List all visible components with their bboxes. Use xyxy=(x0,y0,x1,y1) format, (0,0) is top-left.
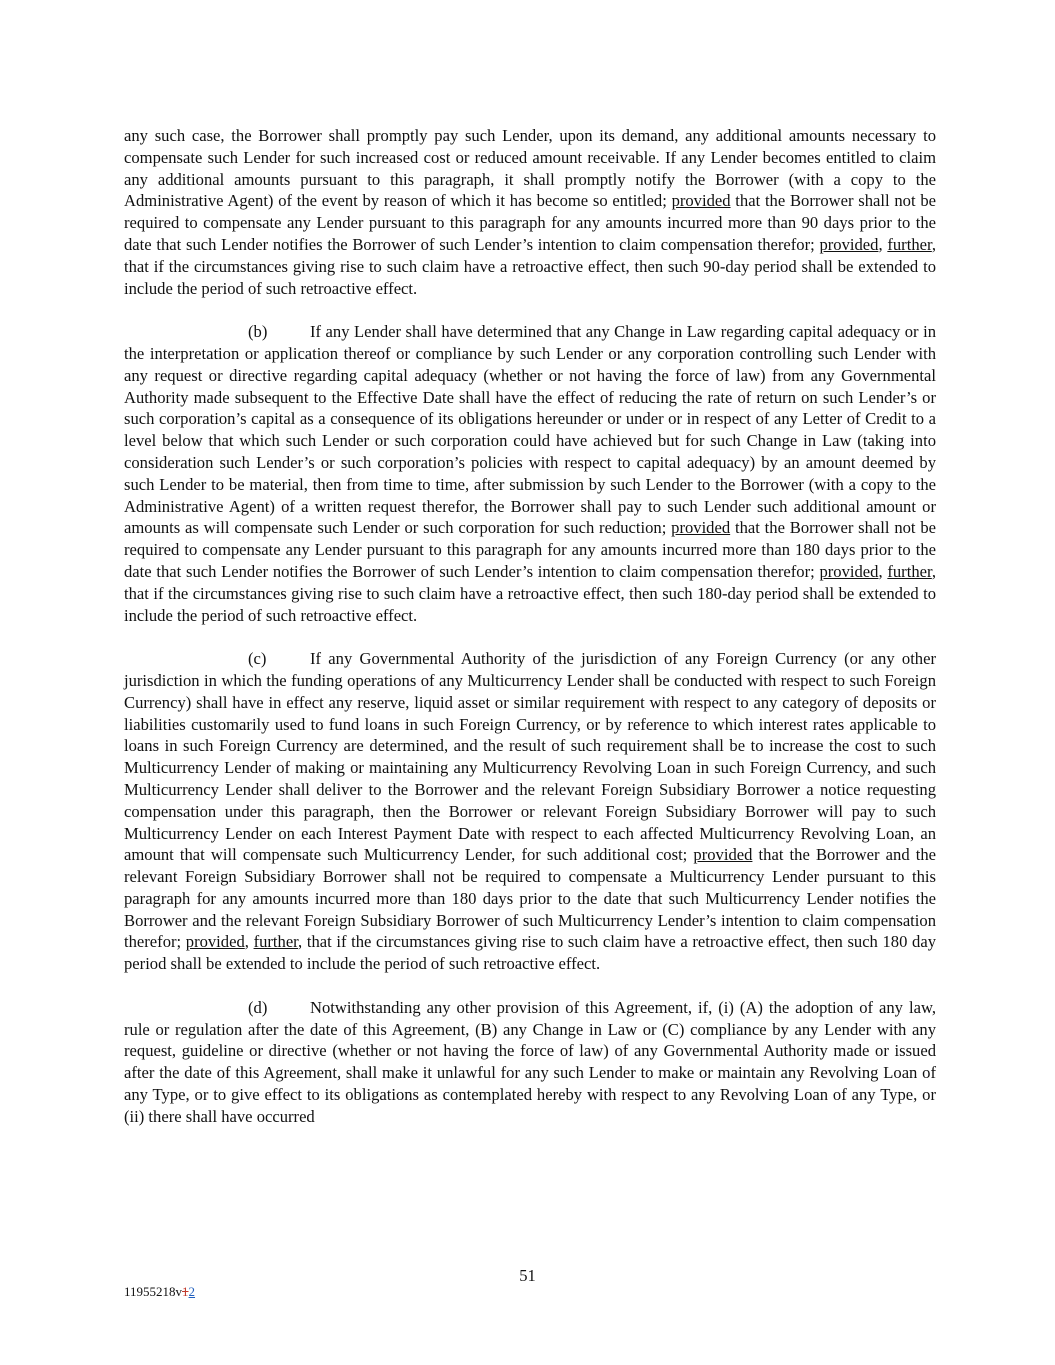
paragraph-label: (d) xyxy=(248,997,268,1017)
paragraph-text: that the Borrower shall not be required to compensate any Lender pursuant to this paragraph for any amounts incurred more than 180 days prior to the date that such Lender notifies the Borrower of such Lender’s intention to claim compensation therefor; xyxy=(124,518,936,581)
paragraph-text: , that if the circumstances giving rise to such claim have a retroactive effect, then such 180-day period shall be extended to include the period of such retroactive effect. xyxy=(124,561,936,625)
underlined-term: provided xyxy=(819,561,879,581)
paragraph-text: that the Borrower shall not be required to compensate any Lender pursuant to this paragraph for any amounts incurred more than 90 days prior to the date that such Lender notifies the Borrower of such Lender’s intention to claim compensation therefor; xyxy=(124,191,936,254)
paragraph-text: , xyxy=(244,932,254,952)
paragraph xyxy=(124,997,936,1128)
underlined-term: provided xyxy=(819,234,879,254)
paragraph xyxy=(124,648,936,975)
paragraph-text: If any Lender shall have determined that any Change in Law regarding capital adequacy or in the interpretation or application thereof or compliance by such Lender or any corporation controlling such Lender with any request or directive regarding capital adequacy (whether or not having the force of law) from any Governmental Authority made subsequent to the Effective Date shall have the effect of reducing the rate of return on such Lender’s or such corporation’s capital as a consequence of its obligations hereunder or under or in respect of any Letter of Credit to a level below that which such Lender or such corporation could have achieved but for such Change in Law (taking into consideration such Lender’s or such corporation’s policies with respect to capital adequacy) by an amount deemed by such Lender to be material, then from time to time, after submission by such Lender to the Borrower (with a copy to the Administrative Agent) of a written request therefor, the Borrower shall pay to such Lender such additional amount or amounts as will compensate such Lender or such corporation for such reduction; xyxy=(124,322,936,538)
paragraph-label: (b) xyxy=(248,322,268,342)
paragraph-text: that the Borrower and the relevant Foreign Subsidiary Borrower shall not be required to compensate a Multicurrency Lender pursuant to this paragraph for any amounts incurred more than 180 days prior to the date that such Multicurrency Lender notifies the Borrower and the relevant Foreign Subsidiary Borrower of such Multicurrency Lender’s intention to claim compensation therefor; xyxy=(124,845,937,952)
paragraph-text: Notwithstanding any other provision of this Agreement, if, (i) (A) the adoption of any law, rule or regulation after the date of this Agreement, (B) any Change in Law or (C) compliance by any Lender with any request, guideline or directive (whether or not having the force of law) of any Governmental Authority made or issued after the date of this Agreement, shall make it unlawful for any such Lender to make or maintain any Revolving Loan of any Type, or to give effect to its obligations as contemplated hereby with respect to any Revolving Loan of any Type, or (ii) there shall have occurred xyxy=(124,997,936,1126)
paragraph-text: , xyxy=(878,234,888,254)
underlined-term: provided xyxy=(693,845,753,865)
underlined-term: provided xyxy=(671,191,731,211)
document-id-base: 11955218v xyxy=(124,1284,183,1299)
paragraph-text: , that if the circumstances giving rise to such claim have a retroactive effect, then such 180 day period shall be extended to include the period of such retroactive effect. xyxy=(124,932,936,974)
underlined-term: further xyxy=(253,932,299,952)
paragraph xyxy=(124,125,936,299)
paragraph-text: , that if the circumstances giving rise to such claim have a retroactive effect, then such 90-day period shall be extended to include the period of such retroactive effect. xyxy=(124,234,936,298)
paragraph-text: , xyxy=(878,561,888,581)
document-id-inserted-version: 2 xyxy=(188,1284,196,1299)
paragraph-text: any such case, the Borrower shall promptly pay such Lender, upon its demand, any additional amounts necessary to compensate such Lender for such increased cost or reduced amount receivable. If any Lender becomes entitled to claim any additional amounts pursuant to this paragraph, it shall promptly notify the Borrower (with a copy to the Administrative Agent) of the event by reason of which it has become so entitled; xyxy=(124,126,936,211)
underlined-term: further xyxy=(887,561,932,581)
paragraph-label: (c) xyxy=(248,649,267,669)
underlined-term: further xyxy=(887,234,932,254)
body-text xyxy=(124,125,936,1149)
paragraph-text: If any Governmental Authority of the jurisdiction of any Foreign Currency (or any other jurisdiction in which the funding operations of any Multicurrency Lender shall be conducted with respect to such Foreign Currency) shall have in effect any reserve, liquid asset or similar requirement with respect to any category of deposits or liabilities customarily used to fund loans in such Foreign Currency, or by reference to which interest rates applicable to loans in such Foreign Currency are determined, and the result of such requirement shall be to increase the cost to such Multicurrency Lender of making or maintaining any Multicurrency Revolving Loan in such Foreign Currency, and such Multicurrency Lender shall deliver to the Borrower and the relevant Foreign Subsidiary Borrower a notice requesting compensation under this paragraph, then the Borrower or relevant Foreign Subsidiary Borrower will pay to such Multicurrency Lender on each Interest Payment Date with respect to each affected Multicurrency Revolving Loan, an amount that will compensate such Multicurrency Lender, for such additional cost; xyxy=(124,649,936,865)
paragraph xyxy=(124,321,936,626)
underlined-term: provided xyxy=(185,932,245,952)
document-id-deleted-version: 1 xyxy=(182,1284,189,1299)
page-number: 51 xyxy=(519,1266,536,1285)
document-id xyxy=(124,1284,195,1300)
underlined-term: provided xyxy=(671,518,731,538)
